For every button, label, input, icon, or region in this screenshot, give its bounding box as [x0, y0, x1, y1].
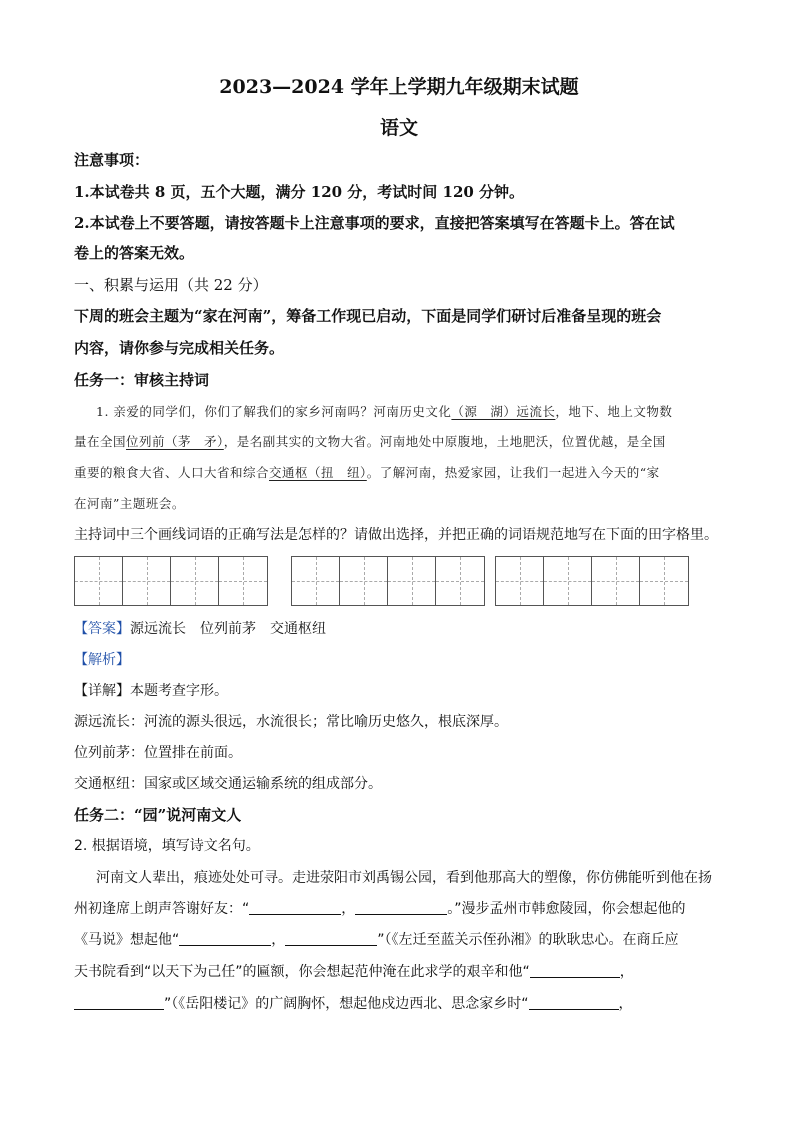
host-script-line-2 [74, 432, 724, 452]
grid-cell [219, 557, 267, 605]
explanation-3: 交通枢纽：国家或区域交通运输系统的组成部分。 [74, 776, 382, 792]
grid-cell [496, 557, 544, 605]
task-1-question: 主持词中三个画线词语的正确写法是怎样的？请做出选择，并把正确的词语规范地写在下面的田字格里。 [74, 527, 718, 543]
host-script-line-1 [74, 402, 746, 422]
host-script-text: 量在全国 [74, 434, 127, 449]
answer-tag: 【答案】 [74, 621, 130, 637]
underlined-word-3: 交通枢（扭 纽） [269, 465, 367, 480]
section-1-intro-line-1: 下周的班会主题为“家在河南”，筹备工作现已启动，下面是同学们研讨后准备呈现的班会 [74, 307, 662, 325]
detail-line [74, 681, 724, 701]
detail-text: 本题考查字形。 [130, 683, 228, 699]
explanation-2: 位列前茅：位置排在前面。 [74, 745, 242, 761]
grid-cell [544, 557, 592, 605]
host-script-line-4: 在河南”主题班会。 [74, 496, 185, 511]
answer-blank[interactable] [74, 995, 164, 1010]
answer-blank[interactable] [179, 931, 271, 946]
writing-grid-2 [291, 556, 485, 606]
context-text: ， [341, 901, 356, 917]
grid-cell [75, 557, 123, 605]
answer-blank[interactable] [249, 900, 341, 915]
host-script-text: 重要的粮食大省、人口大省和综合 [74, 465, 270, 480]
grid-cell [171, 557, 219, 605]
writing-grid-1 [74, 556, 268, 606]
poem-context-line-3 [74, 930, 724, 950]
context-text: 《马说》想起他“ [74, 932, 180, 948]
explanation-1: 源远流长：河流的源头很远，水流很长；常比喻历史悠久，根底深厚。 [74, 714, 508, 730]
context-text: ， [619, 964, 634, 980]
writing-grid-3 [495, 556, 689, 606]
answer-blank[interactable] [285, 931, 377, 946]
context-text: 。”漫步孟州市韩愈陵园，你会想起他的 [447, 901, 686, 917]
exam-title: 2023—2024 学年上学期九年级期末试题 [219, 76, 579, 98]
host-script-text: 1. 亲爱的同学们，你们了解我们的家乡河南吗？河南历史文化 [96, 404, 452, 419]
grid-cell [592, 557, 640, 605]
context-text: 天书院看到“以天下为己任”的匾额，你会想起范仲淹在此求学的艰辛和他“ [74, 964, 530, 980]
notes-item-1: 1.本试卷共 8 页，五个大题，满分 120 分，考试时间 120 分钟。 [74, 183, 525, 201]
answer-blank[interactable] [529, 995, 619, 1010]
poem-context-line-5 [74, 994, 724, 1014]
grid-cell [340, 557, 388, 605]
host-script-text: 。了解河南，热爱家园，让我们一起进入今天的“家 [366, 465, 660, 480]
answer-line [74, 619, 724, 639]
host-script-line-3 [74, 463, 724, 483]
notes-heading: 注意事项： [74, 151, 150, 169]
poem-context-line-4 [74, 962, 724, 982]
answer-text: 源远流长 位列前茅 交通枢纽 [130, 621, 326, 637]
answer-blank[interactable] [530, 963, 620, 978]
underlined-word-1: （源 湖）远流长 [451, 404, 556, 419]
section-1-intro-line-2: 内容，请你参与完成相关任务。 [74, 339, 285, 357]
poem-context-line-1: 河南文人辈出，痕迹处处可寻。走进荥阳市刘禹锡公园，看到他那高大的塑像，你仿佛能听到他在扬 [96, 870, 712, 886]
notes-item-2-line-2: 卷上的答案无效。 [74, 244, 195, 262]
poem-context-line-2 [74, 899, 724, 919]
task-1-heading: 任务一：审核主持词 [74, 371, 210, 389]
grid-cell [388, 557, 436, 605]
grid-cell [123, 557, 171, 605]
host-script-text: ，地下、地上文物数 [555, 404, 673, 419]
grid-cell [292, 557, 340, 605]
underlined-word-2: 位列前（茅 矛） [126, 434, 224, 449]
grid-cell [640, 557, 688, 605]
task-2-question: 2. 根据语境，填写诗文名句。 [74, 838, 260, 854]
detail-tag: 【详解】 [74, 683, 130, 699]
task-2-heading: 任务二：“园”说河南文人 [74, 806, 242, 824]
context-text: ， [271, 932, 286, 948]
context-text: ， [618, 996, 633, 1012]
analysis-tag: 【解析】 [74, 652, 130, 668]
context-text: ”（《岳阳楼记》的广阔胸怀，想起他戍边西北、思念家乡时“ [164, 996, 529, 1012]
grid-cell [436, 557, 484, 605]
context-text: ”（《左迁至蓝关示侄孙湘》的耿耿忠心。在商丘应 [377, 932, 679, 948]
subject-title: 语文 [379, 117, 418, 139]
context-text: 州初逢席上朗声答谢好友：“ [74, 901, 250, 917]
host-script-text: ，是名副其实的文物大省。河南地处中原腹地，土地肥沃，位置优越，是全国 [223, 434, 666, 449]
section-1-heading: 一、积累与运用（共 22 分） [74, 276, 268, 294]
answer-blank[interactable] [355, 900, 447, 915]
notes-item-2-line-1: 2.本试卷上不要答题，请按答题卡上注意事项的要求，直接把答案填写在答题卡上。答在试 [74, 214, 675, 232]
